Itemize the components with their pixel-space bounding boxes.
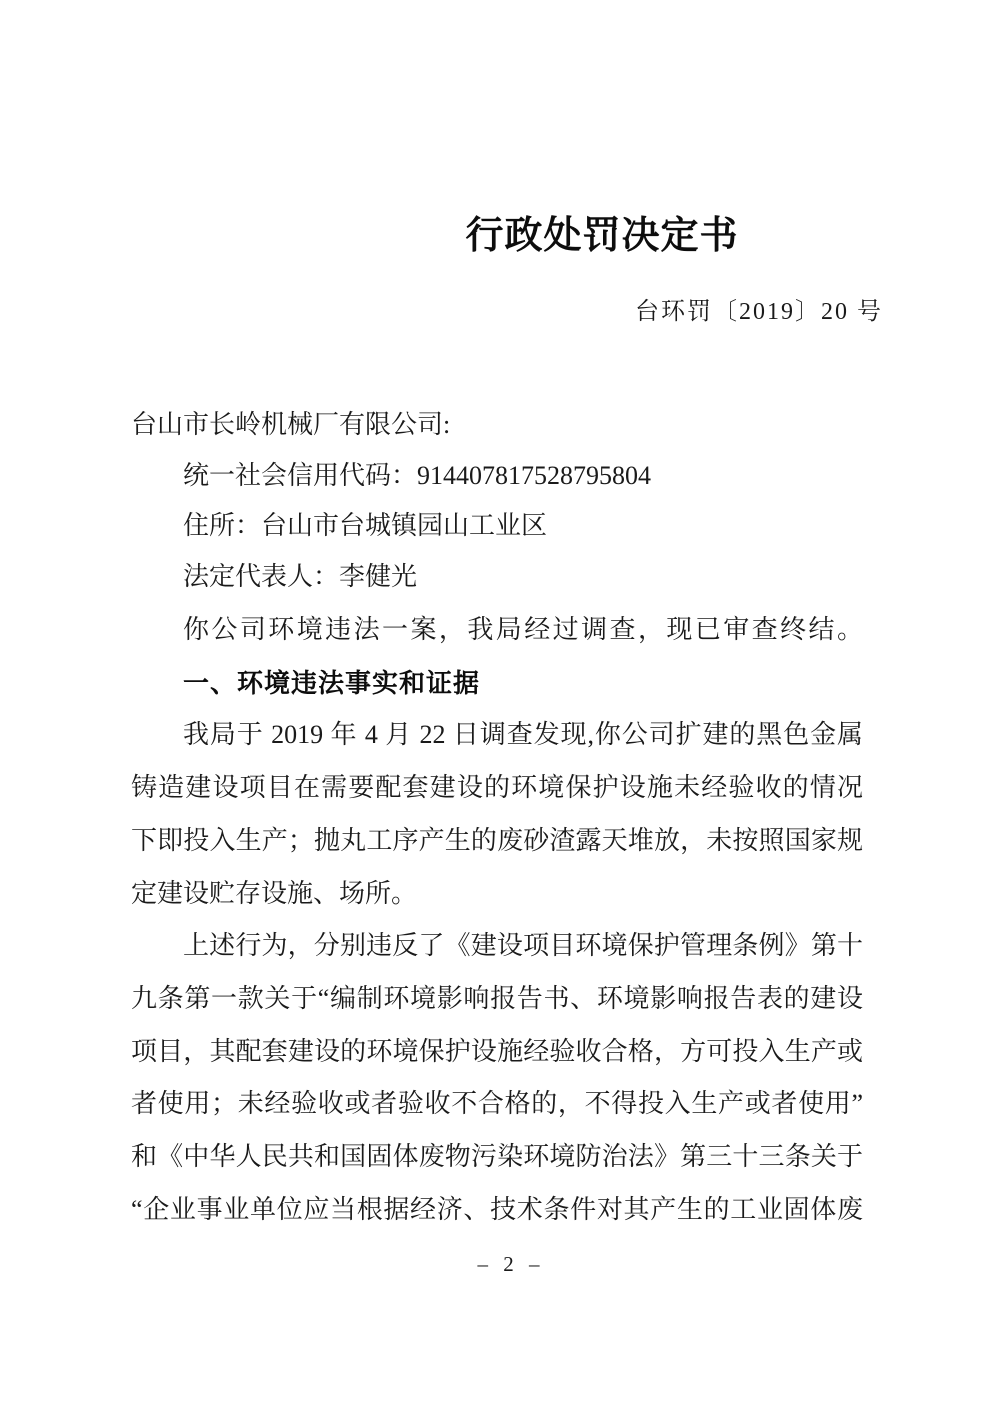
page-number: – 2 –	[477, 1252, 545, 1276]
body-text-line: 铸造建设项目在需要配套建设的环境保护设施未经验收的情况	[131, 773, 863, 803]
body-text-line: 定建设贮存设施、场所。	[131, 878, 418, 908]
intro-line: 你公司环境违法一案，我局经过调查，现已审查终结。	[183, 615, 863, 644]
recipient-address-line: 住所：台山市台城镇园山工业区	[183, 511, 548, 540]
body-block	[131, 604, 863, 1236]
section-heading: 一、环境违法事实和证据	[183, 667, 481, 698]
recipient-credit-code-line: 统一社会信用代码：914407817528795804	[183, 460, 652, 490]
body-text-line: 我局于 2019 年 4 月 22 日调查发现,你公司扩建的黑色金属	[183, 720, 863, 750]
body-text-line: 九条第一款关于“编制环境影响报告书、环境影响报告表的建设	[131, 983, 863, 1013]
body-text-line: 和《中华人民共和国固体废物污染环境防治法》第三十三条关于	[131, 1142, 863, 1172]
body-text-line: “企业事业单位应当根据经济、技术条件对其产生的工业固体废	[131, 1194, 863, 1224]
body-text-line: 项目，其配套建设的环境保护设施经验收合格，方可投入生产或	[131, 1036, 863, 1066]
doc-number: 台环罚〔2019〕20 号	[635, 299, 883, 325]
recipient-legal-rep-line: 法定代表人：李健光	[183, 561, 418, 591]
body-text-line: 下即投入生产；抛丸工序产生的废砂渣露天堆放，未按照国家规	[131, 825, 863, 855]
recipient-company-line: 台山市长岭机械厂有限公司:	[131, 410, 451, 439]
page-title: 行政处罚决定书	[465, 215, 739, 257]
body-text-line: 者使用；未经验收或者验收不合格的，不得投入生产或者使用”	[131, 1089, 863, 1119]
body-text-line: 上述行为，分别违反了《建设项目环境保护管理条例》第十	[183, 931, 863, 961]
recipient-block	[131, 400, 867, 602]
